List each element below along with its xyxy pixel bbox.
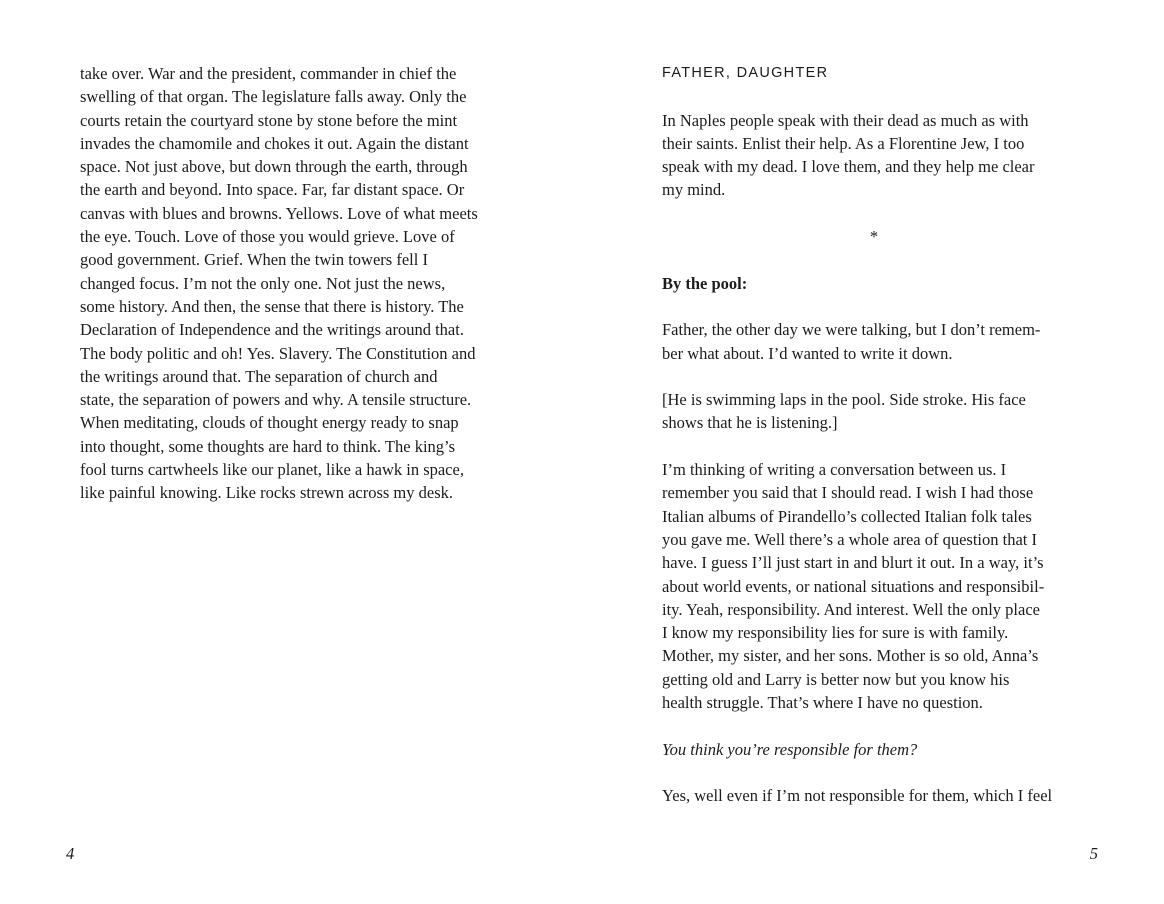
- text-line: state, the separation of powers and why. A tensile structure.: [80, 390, 472, 410]
- section-separator: *: [869, 227, 879, 247]
- text-line: In Naples people speak with their dead as much as with: [662, 110, 1029, 130]
- text-line: take over. War and the president, commander in chief the: [80, 64, 457, 83]
- text-line: health struggle. That’s where I have no question.: [662, 693, 983, 713]
- dialogue-paragraph: [662, 458, 1086, 714]
- section-title: FATHER, DAUGHTER: [662, 65, 829, 81]
- text-line: space. Not just above, but down through the earth, through: [80, 157, 468, 177]
- text-line: Yes, well even if I’m not responsible for them, which I feel: [662, 786, 1053, 806]
- page-number-right: 5: [1089, 844, 1098, 863]
- text-line: good government. Grief. When the twin towers fell I: [80, 250, 428, 270]
- text-line: remember you said that I should read. I wish I had those: [662, 483, 1034, 503]
- text-line: have. I guess I’ll just start in and blurt it out. In a way, it’s: [662, 553, 1044, 573]
- text-line: speak with my dead. I love them, and they help me clear: [662, 157, 1035, 177]
- text-line: shows that he is listening.]: [662, 413, 838, 433]
- text-line: Declaration of Independence and the writings around that.: [80, 320, 464, 340]
- text-line: Mother, my sister, and her sons. Mother is so old, Anna’s: [662, 646, 1039, 666]
- father-reply: You think you’re responsible for them?: [662, 739, 918, 759]
- text-line: Father, the other day we were talking, but I don’t remem-: [662, 320, 1041, 340]
- text-line: like painful knowing. Like rocks strewn across my desk.: [80, 483, 454, 503]
- text-line: getting old and Larry is better now but you know his: [662, 669, 1010, 689]
- intro-paragraph: [662, 109, 1086, 202]
- text-line: their saints. Enlist their help. As a Florentine Jew, I too: [662, 133, 1025, 153]
- text-line: ber what about. I’d wanted to write it down.: [662, 343, 953, 363]
- text-line: my mind.: [662, 180, 726, 200]
- scene-heading: By the pool:: [662, 273, 748, 293]
- text-line: swelling of that organ. The legislature falls away. Only the: [80, 87, 467, 107]
- text-line: Italian albums of Pirandello’s collected Italian folk tales: [662, 506, 1032, 526]
- dialogue-paragraph: [662, 784, 1086, 807]
- text-line: about world events, or national situations and responsibil-: [662, 576, 1045, 596]
- stage-direction: [662, 388, 1086, 435]
- text-line: ity. Yeah, responsibility. And interest. Well the only place: [662, 599, 1040, 619]
- text-line: When meditating, clouds of thought energy ready to snap: [80, 413, 459, 433]
- text-line: The body politic and oh! Yes. Slavery. The Constitution and: [80, 343, 476, 363]
- dialogue-paragraph: [662, 318, 1086, 365]
- text-line: the earth and beyond. Into space. Far, far distant space. Or: [80, 180, 465, 200]
- text-line: [He is swimming laps in the pool. Side stroke. His face: [662, 390, 1026, 410]
- text-line: courts retain the courtyard stone by stone before the mint: [80, 110, 458, 130]
- text-line: the eye. Touch. Love of those you would grieve. Love of: [80, 227, 455, 247]
- text-line: the writings around that. The separation of church and: [80, 366, 438, 386]
- text-line: fool turns cartwheels like our planet, like a hawk in space,: [80, 460, 464, 480]
- page-number-left: 4: [66, 844, 75, 863]
- text-line: I’m thinking of writing a conversation between us. I: [662, 460, 1007, 480]
- text-line: into thought, some thoughts are hard to think. The king’s: [80, 436, 456, 456]
- right-page-text: [662, 62, 1086, 831]
- text-line: changed focus. I’m not the only one. Not just the news,: [80, 273, 446, 293]
- left-page-text: [80, 62, 520, 505]
- text-line: canvas with blues and browns. Yellows. Love of what meets: [80, 203, 478, 223]
- text-line: some history. And then, the sense that there is history. The: [80, 296, 464, 316]
- text-line: I know my responsibility lies for sure is with family.: [662, 623, 1009, 643]
- right-page: [582, 0, 1164, 904]
- text-line: invades the chamomile and chokes it out. Again the distant: [80, 133, 469, 153]
- text-line: you gave me. Well there’s a whole area of question that I: [662, 529, 1037, 549]
